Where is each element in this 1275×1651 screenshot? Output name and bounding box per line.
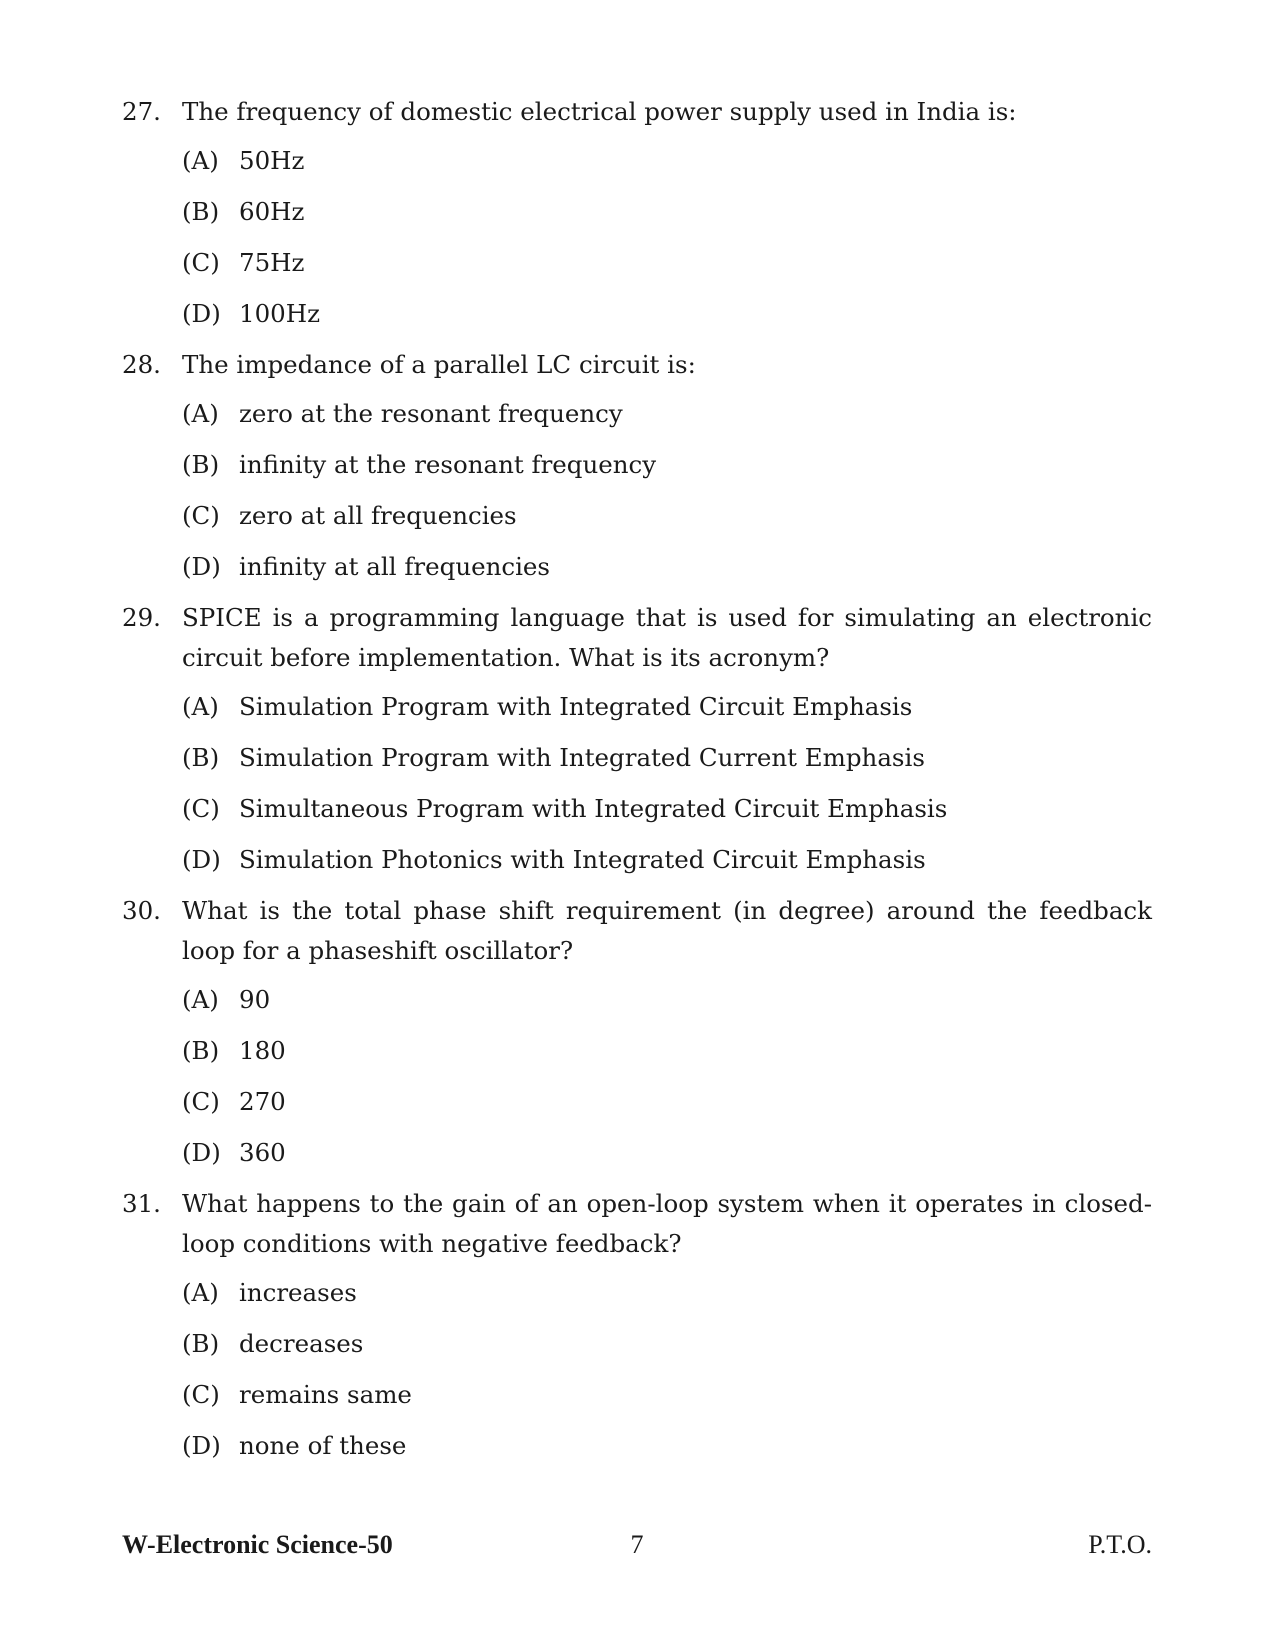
option-label: (A) [182,399,219,428]
option-text: 60Hz [239,197,305,226]
option-c [182,1082,1152,1122]
option-d [182,840,1152,880]
option-text: 75Hz [239,248,305,277]
option-list [122,687,1152,880]
option-label: (C) [182,1380,220,1409]
option-label: (A) [182,1278,219,1307]
option-label: (B) [182,1329,220,1358]
question-27 [122,92,1152,334]
question-number: 27. [122,97,161,126]
option-label: (D) [182,552,221,581]
question-number: 31. [122,1189,161,1218]
option-label: (A) [182,146,219,175]
option-label: (D) [182,845,221,874]
question-text: What is the total phase shift requirement (in degree) around the feedback loop for a phaseshift oscillator? [182,896,1152,965]
option-text: 180 [239,1036,286,1065]
option-b [182,1031,1152,1071]
question-stem [122,1184,1152,1264]
question-list [122,92,1152,1466]
option-text: decreases [239,1329,364,1358]
option-a [182,394,1152,434]
option-label: (D) [182,1138,221,1167]
option-c [182,243,1152,283]
option-d [182,294,1152,334]
question-stem [122,598,1152,678]
paper-code: W-Electronic Science-50 [122,1530,393,1559]
option-text: remains same [239,1380,412,1409]
option-list [122,394,1152,587]
option-label: (D) [182,299,221,328]
option-label: (A) [182,692,219,721]
question-30 [122,891,1152,1173]
option-label: (B) [182,1036,220,1065]
option-d [182,547,1152,587]
option-label: (B) [182,197,220,226]
option-text: zero at the resonant frequency [239,399,623,428]
option-list [122,980,1152,1173]
question-31 [122,1184,1152,1466]
page-number: 7 [630,1530,644,1559]
option-c [182,1375,1152,1415]
option-a [182,980,1152,1020]
page-footer [122,1525,1152,1565]
option-d [182,1426,1152,1466]
question-29 [122,598,1152,880]
option-label: (B) [182,450,220,479]
option-text: 270 [239,1087,286,1116]
option-b [182,445,1152,485]
option-b [182,738,1152,778]
question-28 [122,345,1152,587]
option-label: (C) [182,1087,220,1116]
option-a [182,687,1152,727]
question-text: What happens to the gain of an open-loop system when it operates in closed-loop conditions with negative feedback? [182,1189,1152,1258]
option-a [182,141,1152,181]
option-b [182,1324,1152,1364]
option-label: (D) [182,1431,221,1460]
option-label: (B) [182,743,220,772]
option-text: zero at all frequencies [239,501,517,530]
option-b [182,192,1152,232]
option-c [182,789,1152,829]
question-number: 28. [122,350,161,379]
please-turn-over: P.T.O. [1088,1530,1152,1559]
question-text: SPICE is a programming language that is used for simulating an electronic circuit before implementation. What is its acronym? [182,603,1152,672]
question-number: 30. [122,896,161,925]
option-text: 100Hz [239,299,321,328]
question-text: The impedance of a parallel LC circuit is: [182,350,696,379]
option-text: Simulation Program with Integrated Current Emphasis [239,743,925,772]
option-text: infinity at the resonant frequency [239,450,657,479]
option-text: Simulation Photonics with Integrated Circuit Emphasis [239,845,926,874]
option-text: infinity at all frequencies [239,552,550,581]
option-label: (C) [182,248,220,277]
option-text: none of these [239,1431,407,1460]
option-label: (C) [182,794,220,823]
option-a [182,1273,1152,1313]
question-stem [122,345,1152,385]
option-text: 90 [239,985,271,1014]
option-text: Simultaneous Program with Integrated Circuit Emphasis [239,794,948,823]
option-list [122,141,1152,334]
option-text: 360 [239,1138,286,1167]
option-c [182,496,1152,536]
option-text: increases [239,1278,357,1307]
question-stem [122,92,1152,132]
option-d [182,1133,1152,1173]
option-label: (A) [182,985,219,1014]
option-list [122,1273,1152,1466]
option-text: 50Hz [239,146,305,175]
question-stem [122,891,1152,971]
option-text: Simulation Program with Integrated Circuit Emphasis [239,692,913,721]
question-text: The frequency of domestic electrical power supply used in India is: [182,97,1017,126]
question-number: 29. [122,603,161,632]
option-label: (C) [182,501,220,530]
